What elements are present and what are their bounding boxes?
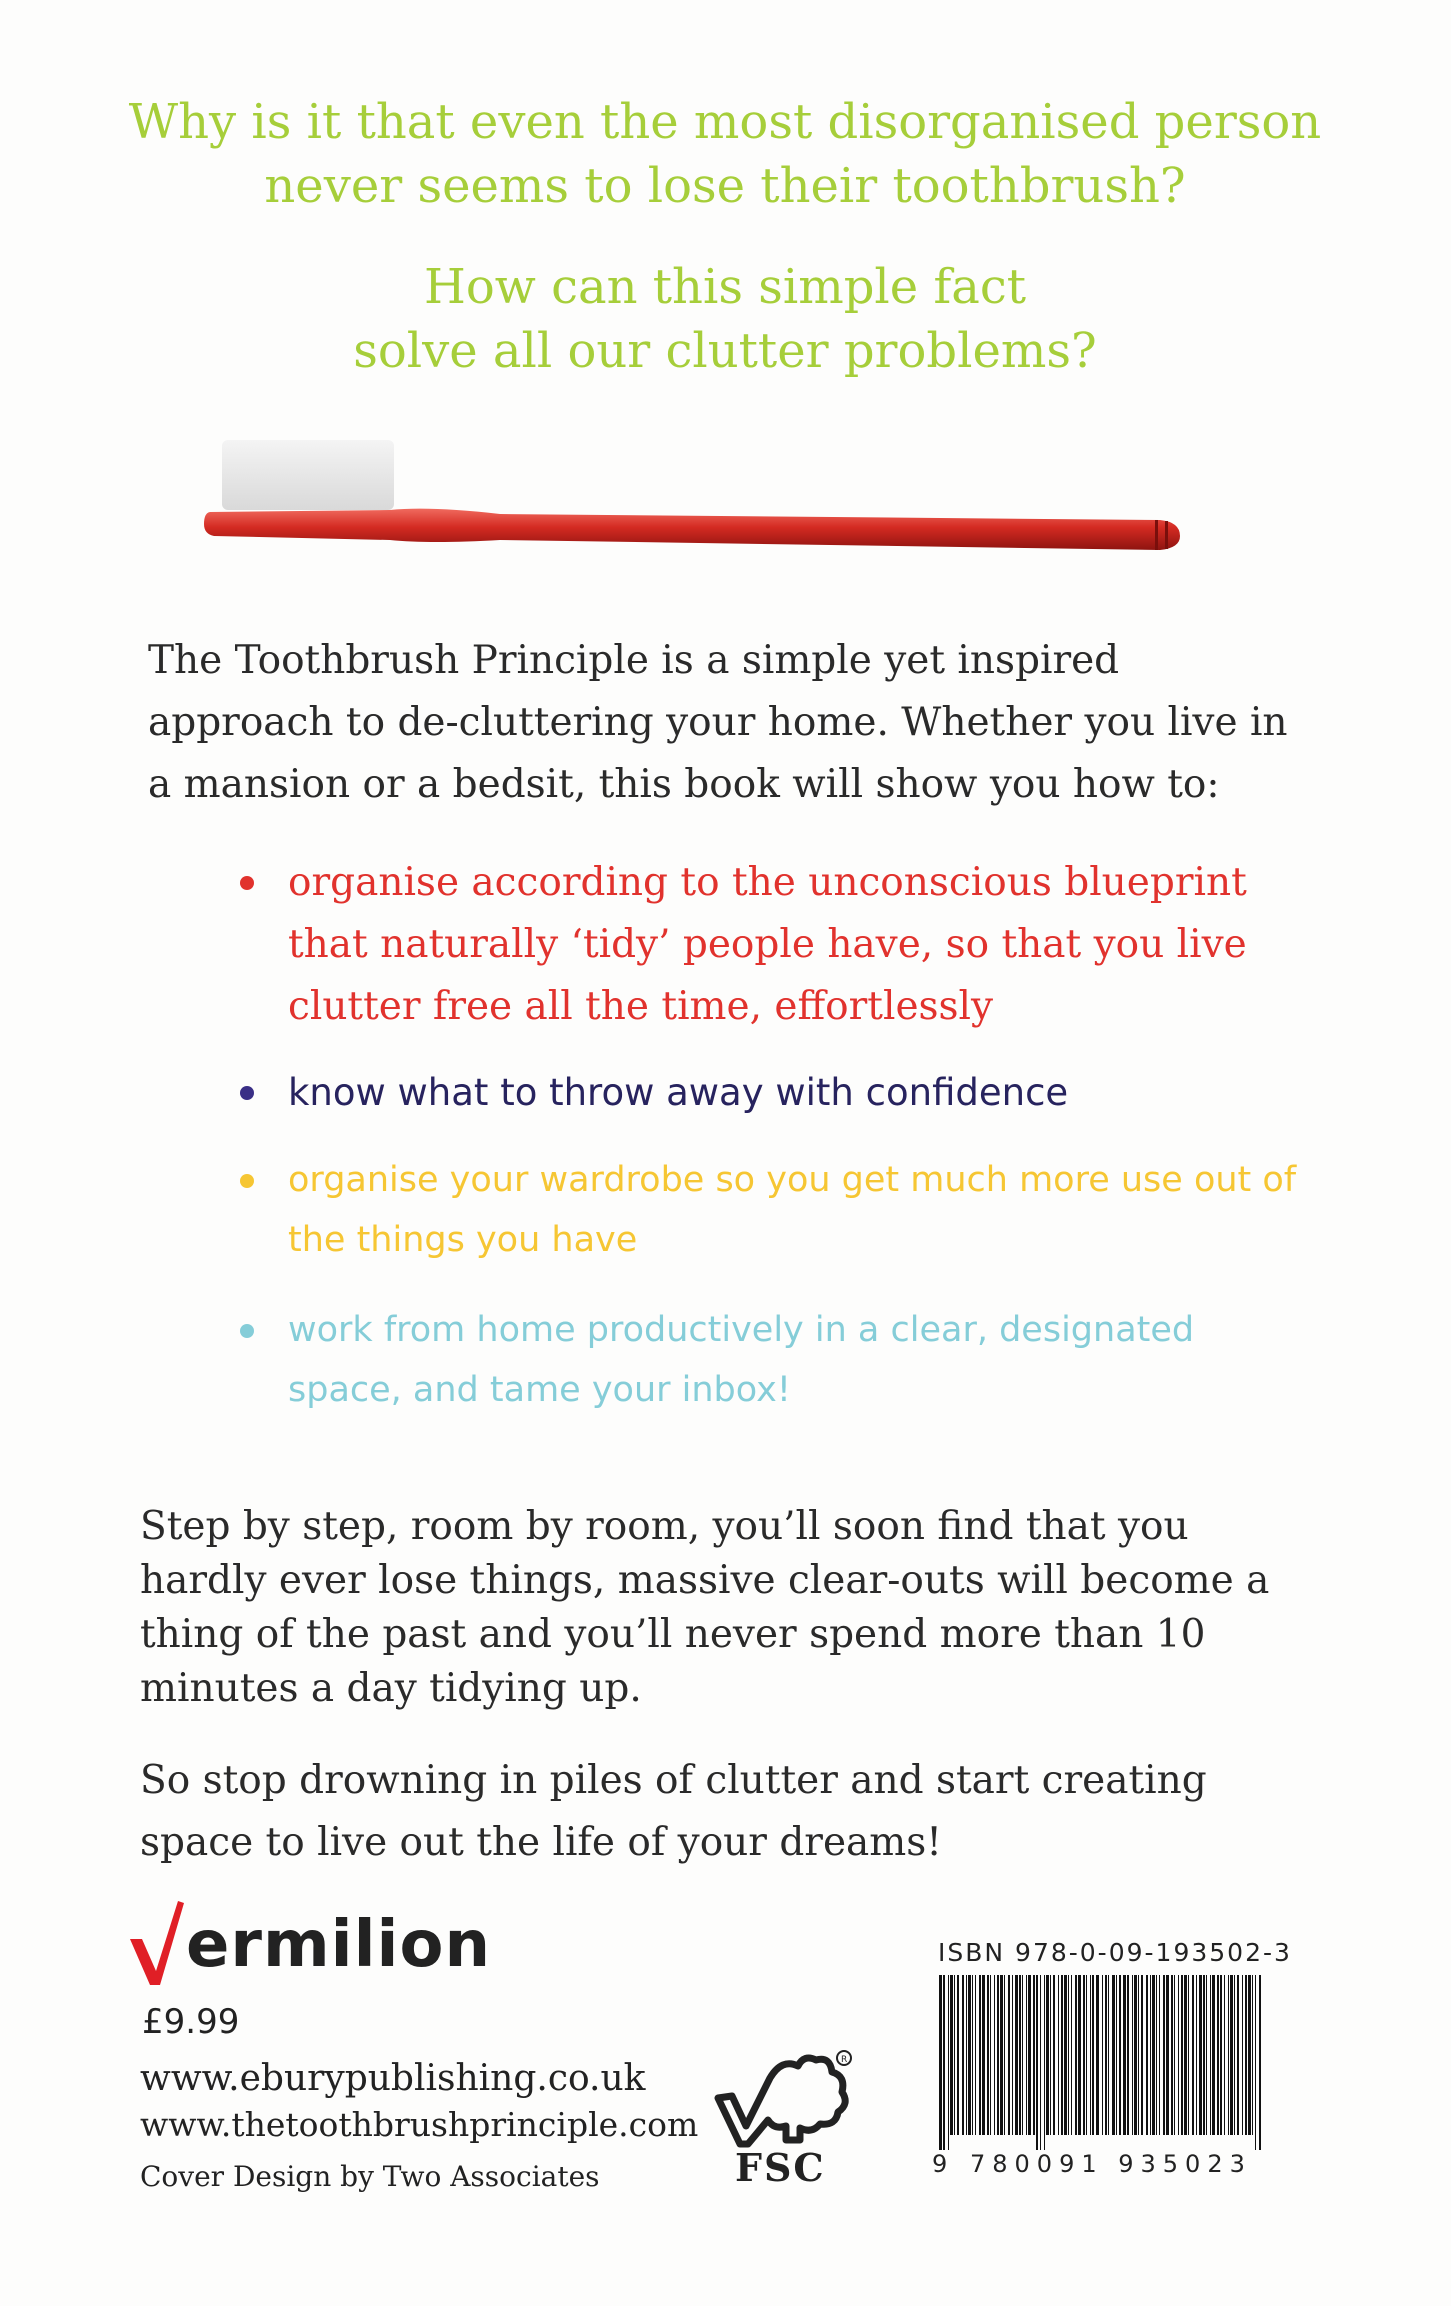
- vermilion-v-icon: [128, 1899, 184, 1985]
- barcode-bar: [1086, 1975, 1087, 2135]
- barcode-bar: [1132, 1975, 1133, 2135]
- barcode-bar: [987, 1975, 989, 2135]
- barcode-bar: [1004, 1975, 1005, 2135]
- barcode-bar: [1022, 1975, 1023, 2135]
- summary-paragraph: Step by step, room by room, you’ll soon find that you hardly ever lose things, massive clear-outs will become a thing of the past and you’ll never spend more than 10 minutes a day tidying up.: [140, 1504, 1270, 1711]
- barcode-bar: [1119, 1975, 1121, 2135]
- tagline-question-1: [100, 90, 1350, 218]
- price: £9.99: [142, 2002, 240, 2042]
- bullet-dot-icon: [240, 1174, 254, 1188]
- barcode-bar: [1174, 1975, 1175, 2135]
- barcode-bar: [1012, 1975, 1013, 2135]
- barcode-bar: [1083, 1975, 1085, 2135]
- barcode-bar: [1150, 1975, 1151, 2135]
- publisher-name: ermilion: [186, 1908, 491, 1982]
- barcode-bar: [1044, 1975, 1045, 2150]
- bullet-dot-icon: [240, 1086, 254, 1100]
- barcode-bar: [1116, 1975, 1117, 2135]
- toothbrush-illustration: [200, 440, 1200, 570]
- barcode-bar: [1068, 1975, 1069, 2135]
- isbn-number: ISBN 978-0-09-193502-3: [938, 1938, 1292, 1967]
- list-item: [238, 1062, 1298, 1124]
- barcode-bar: [1078, 1975, 1081, 2135]
- barcode-bar: [1138, 1975, 1139, 2135]
- barcode-bar: [1102, 1975, 1103, 2135]
- barcode-bar: [1188, 1975, 1189, 2135]
- barcode-bar: [990, 1975, 991, 2135]
- tagline-line: How can this simple fact: [423, 259, 1026, 315]
- barcode-bar: [1224, 1975, 1225, 2135]
- tagline-line: Why is it that even the most disorganised person: [128, 94, 1322, 150]
- barcode-bar: [1217, 1975, 1219, 2135]
- barcode-rest-digits: 780091 935023: [970, 2150, 1252, 2178]
- barcode-bar: [1071, 1975, 1072, 2135]
- list-item: [238, 1300, 1298, 1420]
- barcode-first-digit: 9: [932, 2150, 955, 2178]
- barcode-bar: [962, 1975, 964, 2135]
- publisher-website: www.eburypublishing.co.uk: [140, 2058, 646, 2099]
- barcode-bar: [982, 1975, 985, 2135]
- barcode: [935, 1975, 1265, 2150]
- bristles: [222, 440, 394, 510]
- barcode-bar: [943, 1975, 945, 2150]
- barcode-bar: [1146, 1975, 1148, 2135]
- barcode-bar: [1228, 1975, 1229, 2135]
- barcode-bar: [954, 1975, 955, 2135]
- barcode-bar: [1181, 1975, 1183, 2135]
- bullet-dot-icon: [240, 1324, 254, 1338]
- barcode-bar: [1152, 1975, 1155, 2135]
- barcode-bar: [1203, 1975, 1205, 2135]
- barcode-bar: [1058, 1975, 1059, 2135]
- barcode-bar: [1033, 1975, 1035, 2135]
- barcode-bar: [1075, 1975, 1077, 2135]
- barcode-bar: [1163, 1975, 1165, 2135]
- barcode-bar: [1237, 1975, 1239, 2135]
- barcode-bar: [1028, 1975, 1031, 2135]
- benefit-list: [238, 852, 1298, 1444]
- barcode-bar: [1166, 1975, 1169, 2135]
- svg-text:R: R: [841, 2055, 848, 2065]
- barcode-bar: [1040, 1975, 1041, 2150]
- barcode-bar: [979, 1975, 981, 2135]
- barcode-bar: [1252, 1975, 1253, 2135]
- barcode-bar: [1199, 1975, 1202, 2135]
- barcode-bar: [1134, 1975, 1137, 2135]
- closing-paragraph: So stop drowning in piles of clutter and start creating space to live out the life of your dreams!: [140, 1758, 1207, 1865]
- barcode-bar: [1112, 1975, 1115, 2135]
- barcode-bar: [1248, 1975, 1251, 2135]
- barcode-bar: [1220, 1975, 1222, 2135]
- list-item: [238, 852, 1298, 1038]
- list-item-text: organise your wardrobe so you get much more use out of the things you have: [288, 1160, 1297, 1260]
- barcode-bar: [1105, 1975, 1107, 2135]
- barcode-bar: [1242, 1975, 1243, 2135]
- barcode-bar: [1096, 1975, 1099, 2135]
- barcode-bar: [1123, 1975, 1126, 2135]
- barcode-bar: [1184, 1975, 1187, 2135]
- barcode-bar: [1090, 1975, 1091, 2135]
- barcode-bar: [1092, 1975, 1094, 2135]
- publisher-logo: [128, 1895, 491, 1985]
- handle: [204, 509, 1180, 550]
- tagline-line: never seems to lose their toothbrush?: [264, 158, 1186, 214]
- list-item-text: organise according to the unconscious blueprint that naturally ‘tidy’ people have, so that you live clutter free all the time, effortlessly: [288, 860, 1247, 1029]
- barcode-bar: [1046, 1975, 1049, 2135]
- list-item: [238, 1150, 1298, 1270]
- barcode-bar: [994, 1975, 995, 2135]
- tagline-line: solve all our clutter problems?: [353, 323, 1097, 379]
- barcode-bar: [966, 1975, 967, 2135]
- barcode-bar: [1230, 1975, 1233, 2135]
- barcode-bar: [997, 1975, 999, 2135]
- barcode-bar: [1061, 1975, 1063, 2135]
- barcode-bar: [1141, 1975, 1143, 2135]
- barcode-bar: [1171, 1975, 1173, 2135]
- list-item-text: know what to throw away with confidence: [288, 1071, 1069, 1114]
- barcode-bar: [1108, 1975, 1109, 2135]
- barcode-bar: [1212, 1975, 1215, 2135]
- barcode-bar: [1234, 1975, 1235, 2135]
- barcode-bar: [957, 1975, 959, 2135]
- barcode-bar: [1159, 1975, 1160, 2135]
- fsc-label: FSC: [735, 2145, 826, 2190]
- cover-credit: Cover Design by Two Associates: [140, 2160, 600, 2193]
- barcode-bar: [1008, 1975, 1010, 2135]
- barcode-bar: [1050, 1975, 1051, 2135]
- barcode-bar: [939, 1975, 942, 2150]
- barcode-bar: [1245, 1975, 1247, 2135]
- list-item-text: work from home productively in a clear, designated space, and tame your inbox!: [288, 1310, 1195, 1410]
- barcode-bar: [948, 1975, 949, 2150]
- barcode-bar: [1206, 1975, 1207, 2135]
- barcode-bar: [1192, 1975, 1194, 2135]
- barcode-bar: [1019, 1975, 1021, 2135]
- intro-paragraph: The Toothbrush Principle is a simple yet inspired approach to de-cluttering your home. Whether you live in a mansion or a bedsit, this book will show you how to:: [148, 638, 1288, 807]
- barcode-bar: [1036, 1975, 1038, 2150]
- barcode-bar: [950, 1975, 953, 2135]
- barcode-bar: [1259, 1975, 1261, 2150]
- barcode-bar: [975, 1975, 976, 2135]
- barcode-bar: [1210, 1975, 1211, 2135]
- barcode-bar: [972, 1975, 973, 2135]
- barcode-bar: [1015, 1975, 1018, 2135]
- barcode-bar: [1064, 1975, 1067, 2135]
- barcode-bar: [1127, 1975, 1129, 2135]
- barcode-bar: [1196, 1975, 1197, 2135]
- barcode-bar: [1156, 1975, 1157, 2135]
- barcode-bar: [1000, 1975, 1003, 2135]
- barcode-bar: [1178, 1975, 1179, 2135]
- barcode-bar: [968, 1975, 971, 2135]
- book-website: www.thetoothbrushprinciple.com: [140, 2105, 699, 2144]
- barcode-bar: [1026, 1975, 1027, 2135]
- tagline-question-2: [100, 255, 1350, 383]
- bullet-dot-icon: [240, 876, 254, 890]
- barcode-bar: [1053, 1975, 1055, 2135]
- barcode-bar: [1255, 1975, 1256, 2150]
